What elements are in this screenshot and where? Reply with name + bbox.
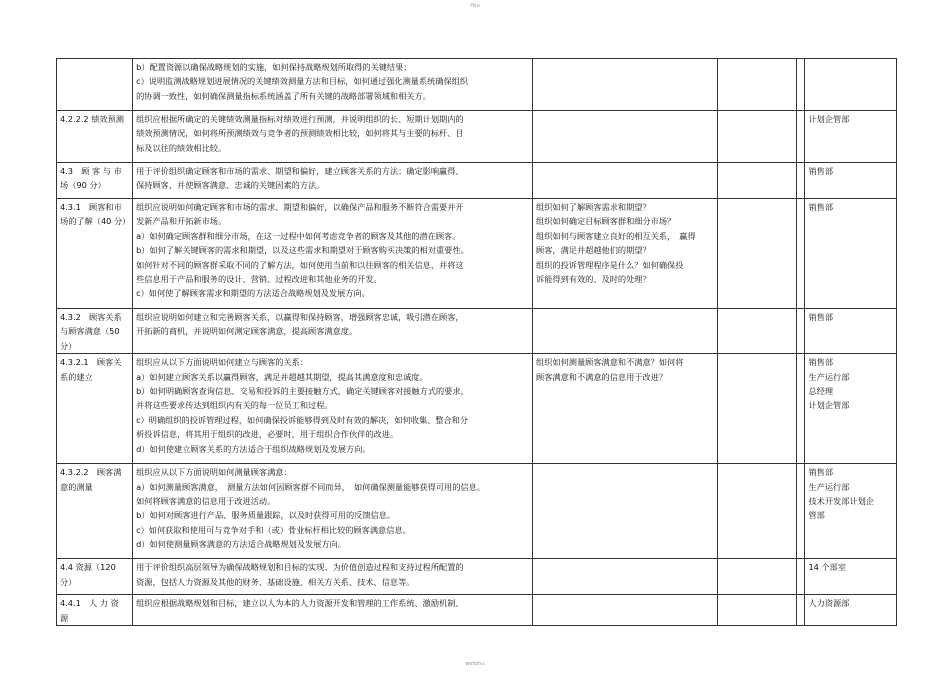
question-cell	[533, 559, 718, 595]
table-row	[57, 559, 897, 595]
text-line: 诉能得到有效的、及时的处理？	[536, 274, 651, 285]
text-line: 销售部	[808, 467, 834, 478]
department-cell	[805, 559, 897, 595]
item-title-cell: 4.3.2.1 顾客关系的建立	[57, 354, 133, 464]
text-line: a）如何测量顾客满意， 测量方法如何因顾客群不同而异， 如何确保测量能够获得可用的信息。	[136, 481, 485, 492]
text-line: 组织应从以下方面说明如何测量顾客满意：	[136, 467, 292, 478]
question-cell	[533, 309, 718, 354]
requirement-cell	[133, 111, 533, 163]
blank-cell	[797, 464, 805, 559]
text-line: c）如何获取和使用可与竞争对手和（或）骨业标杆相比较的顾客满意信息。	[136, 524, 411, 535]
blank-cell	[797, 354, 805, 464]
table-row	[57, 163, 897, 199]
text-line: 发新产品和开拓新市场。	[136, 216, 227, 227]
text-line: 的协调一致性，如何确保测量指标系统涵盖了所有关键的战略部署领域和相关方。	[136, 90, 431, 101]
text-line: c）明确组织的投诉管理过程，如何确保投诉能够得到及时有效的解决，如何收集、整合和分	[136, 414, 469, 425]
department-cell	[805, 464, 897, 559]
text-line: 析投诉信息，将其用于组织的改进，必要时，用于组织合作伙伴的改进。	[136, 429, 399, 440]
text-line: b）如何了解关键顾客的需求和期望，以及这些需求和期望对于顾客购买决策的相对重要性。	[136, 245, 469, 256]
department-cell	[805, 111, 897, 163]
text-line: 用于评价组织确定顾客和市场的需求、期望和偏好，建立顾客关系的方法；确定影响赢得、	[136, 166, 464, 176]
question-cell	[533, 464, 718, 559]
text-line: 组织应说明如何确定顾客和市场的需求、期望和偏好，以确保产品和服务不断符合需要并开	[136, 202, 464, 212]
blank-cell	[718, 59, 797, 111]
text-line: 销售部	[808, 357, 834, 368]
department-cell	[805, 59, 897, 111]
requirement-cell	[133, 354, 533, 464]
text-line: b）如何对顾客进行产品、服务质量跟踪，以及时获得可用的反馈信息。	[136, 510, 396, 521]
text-line: 开拓新的商机，并说明如何测定顾客满意，提高顾客满意度。	[136, 326, 358, 337]
text-line: 顾客，满足并超越他们的期望？	[536, 245, 651, 256]
text-line: 组织如何了解顾客需求和期望？	[536, 202, 651, 212]
text-line: a）如何建立顾客关系以赢得顾客，满足并超越其期望，提高其满意度和忠诚度。	[136, 371, 428, 382]
blank-cell	[718, 464, 797, 559]
table-row	[57, 464, 897, 559]
text-line: 生产运行部	[808, 371, 850, 382]
page-footer-mark: webzhu	[465, 661, 485, 667]
text-line: 组织应说明如何建立和完善顾客关系，以赢得和保持顾客，增强顾客忠诚，吸引潜在顾客，	[136, 312, 464, 322]
item-title-cell: 4.3.1 顾客和市场的了解（40 分）	[57, 199, 133, 309]
blank-cell	[718, 354, 797, 464]
blank-cell	[797, 199, 805, 309]
blank-cell	[797, 559, 805, 595]
item-title-cell: 4.3.2 顾客关系与顾客满意（50 分）	[57, 309, 133, 354]
text-line: 些信息用于产品和服务的设计、营销、过程改进和其他业务的开发。	[136, 274, 382, 285]
blank-cell	[718, 559, 797, 595]
blank-cell	[797, 59, 805, 111]
text-line: 组织如何确定目标顾客群和细分市场？	[536, 216, 676, 227]
blank-cell	[718, 309, 797, 354]
item-title-cell: 4.4 资源（120 分）	[57, 559, 133, 595]
question-cell	[533, 595, 718, 626]
text-line: 组织应从以下方面说明如何建立与顾客的关系：	[136, 357, 309, 368]
department-cell	[805, 199, 897, 309]
text-line: 销售部	[808, 202, 834, 212]
text-line: 人力资源部	[808, 598, 850, 609]
question-cell	[533, 354, 718, 464]
text-line: 14 个部室	[808, 562, 847, 573]
page-header-mark: Hsu	[470, 3, 480, 9]
text-line: 标及以往的绩效相比较。	[136, 142, 227, 153]
text-line: 如何将顾客满意的信息用于改进活动。	[136, 496, 276, 507]
text-line: 顾客满意和不满意的信息用于改进？	[536, 371, 668, 382]
text-line: 总经理	[808, 386, 834, 397]
text-line: d）如何使测量顾客满意的方法适合战略规划及发展方向。	[136, 539, 346, 550]
text-line: 保持顾客，并使顾客满意、忠诚的关键因素的方法。	[136, 180, 325, 191]
text-line: 组织的投诉管理程序是什么？如何确保投	[536, 259, 684, 270]
text-line: 生产运行部	[808, 481, 850, 492]
blank-cell	[797, 595, 805, 626]
item-title-cell	[57, 59, 133, 111]
blank-cell	[797, 163, 805, 199]
requirement-cell	[133, 595, 533, 626]
table-row	[57, 59, 897, 111]
blank-cell	[797, 111, 805, 163]
question-cell	[533, 199, 718, 309]
text-line: c）说明监测战略规划进展情况的关键绩效测量方法和目标，如何通过强化测量系统确保组织	[136, 76, 469, 87]
text-line: b）如何明确顾客查询信息、交易和投诉的主要接触方式，确定关键顾客对接触方式的要求，	[136, 386, 469, 397]
requirement-cell	[133, 464, 533, 559]
requirement-cell	[133, 163, 533, 199]
text-line: a）如何确定顾客群和细分市场，在这一过程中如何考虑竞争者的顾客及其他的潜在顾客。	[136, 230, 461, 241]
item-title-cell: 4.2.2.2 绩效预测	[57, 111, 133, 163]
text-line: 技术开发部计划企	[808, 496, 874, 507]
text-line: 管部	[808, 510, 825, 521]
table-row	[57, 354, 897, 464]
text-line: 组织如何与顾客建立良好的相互关系， 赢得	[536, 230, 696, 241]
question-cell	[533, 59, 718, 111]
requirement-cell	[133, 309, 533, 354]
text-line: d）如何使建立顾客关系的方法适合于组织战略规划及发展方向。	[136, 443, 371, 454]
blank-cell	[718, 595, 797, 626]
department-cell	[805, 163, 897, 199]
department-cell	[805, 354, 897, 464]
text-line: 计划企管部	[808, 400, 850, 411]
requirement-cell	[133, 59, 533, 111]
table-row	[57, 309, 897, 354]
text-line: 组织应根据战略规划和目标，建立以人为本的人力资源开发和管理的工作系统、激励机制、	[136, 598, 464, 609]
item-title-cell: 4.3.2.2 顾客满意的测量	[57, 464, 133, 559]
table-row	[57, 111, 897, 163]
text-line: 绩效预测情况，如何将所预测绩效与竞争者的预测绩效相比较，如何将其与主要的标杆、目	[136, 128, 464, 139]
text-line: 用于评价组织高层领导为确保战略规划和目标的实现、为价值创造过程和支持过程所配置的	[136, 562, 464, 573]
question-cell	[533, 163, 718, 199]
item-title-cell: 4.3 顾 客 与 市 场（90 分）	[57, 163, 133, 199]
text-line: 资源，包括人力资源及其他的财务、基础设施、相关方关系、技术、信息等。	[136, 576, 415, 587]
item-title-cell: 4.4.1 人 力 资 源	[57, 595, 133, 626]
text-line: 并将这些要求传达到组织内有关的每一位员工和过程。	[136, 400, 333, 411]
text-line: 组织如何测量顾客满意和不满意？如何将	[536, 357, 684, 368]
text-line: 计划企管部	[808, 114, 850, 124]
text-line: b）配置资源以确保战略规划的实施，如何保持战略规划所取得的关键结果；	[136, 62, 412, 72]
text-line: 如何针对不同的顾客群采取不同的了解方法，如何使用当前和以往顾客的相关信息，并将这	[136, 259, 464, 270]
blank-cell	[718, 163, 797, 199]
text-line: c）如何使了解顾客需求和期望的方法适合战略规划及发展方向。	[136, 288, 370, 299]
table-row	[57, 199, 897, 309]
department-cell	[805, 309, 897, 354]
blank-cell	[718, 199, 797, 309]
question-cell	[533, 111, 718, 163]
text-line: 组织应根据所确定的关键绩效测量指标对绩效进行预测，并说明组织的长、短期计划期内的	[136, 114, 464, 124]
text-line: 销售部	[808, 312, 834, 322]
requirement-cell	[133, 559, 533, 595]
blank-cell	[797, 309, 805, 354]
evaluation-table	[56, 58, 897, 626]
requirement-cell	[133, 199, 533, 309]
blank-cell	[718, 111, 797, 163]
text-line: 销售部	[808, 166, 834, 176]
department-cell	[805, 595, 897, 626]
table-row	[57, 595, 897, 626]
